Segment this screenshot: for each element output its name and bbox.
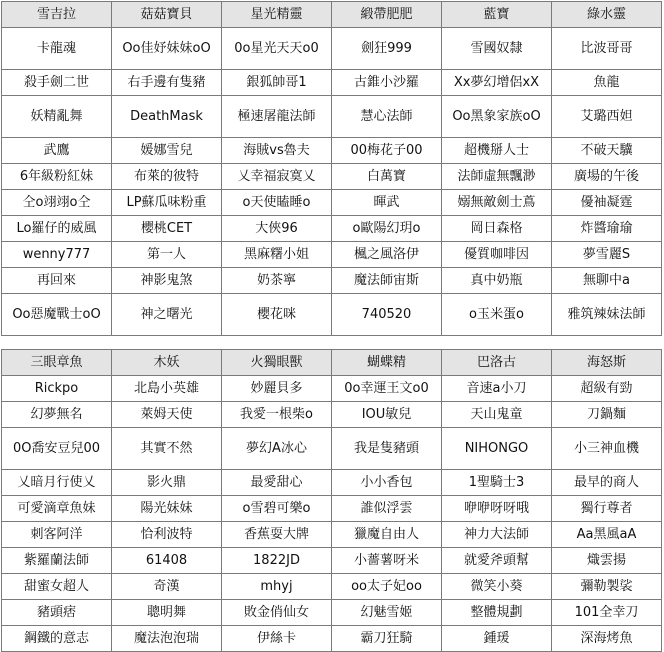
table-cell: 鋼鐵的意志 xyxy=(2,626,112,652)
table-row xyxy=(2,28,662,70)
table-cell: IOU敏兒 xyxy=(332,402,442,428)
table-cell: mhyj xyxy=(222,574,332,600)
table-cell: o雪碧可樂o xyxy=(222,496,332,522)
table-cell: 櫻花咪 xyxy=(222,294,332,336)
table-cell: o玉米蛋o xyxy=(442,294,552,336)
table-cell: DeathMask xyxy=(112,96,222,138)
table-cell: 第一人 xyxy=(112,242,222,268)
table-cell: 奶茶寧 xyxy=(222,268,332,294)
header-row xyxy=(2,2,662,28)
table-cell: Rickpo xyxy=(2,376,112,402)
table-cell: 霸刀狂騎 xyxy=(332,626,442,652)
table-cell: 武鷹 xyxy=(2,138,112,164)
table-cell: 黑麻糬小姐 xyxy=(222,242,332,268)
table-cell: 仝o翊翊o仝 xyxy=(2,190,112,216)
table-cell: 魔法師宙斯 xyxy=(332,268,442,294)
table-cell: 真中奶瓶 xyxy=(442,268,552,294)
table-cell: 可愛滴章魚妹 xyxy=(2,496,112,522)
table-cell: 廣場的午後 xyxy=(552,164,662,190)
table-cell: o歐陽幻玥o xyxy=(332,216,442,242)
table-cell: 雅筑辣妹法師 xyxy=(552,294,662,336)
column-header: 海怒斯 xyxy=(552,350,662,376)
table-cell: 北島小英雄 xyxy=(112,376,222,402)
column-header: 緞帶肥肥 xyxy=(332,2,442,28)
table-cell: 殺手劍二世 xyxy=(2,70,112,96)
table-row xyxy=(2,600,662,626)
table-cell: 1聖騎士3 xyxy=(442,470,552,496)
table-cell: 卡龍魂 xyxy=(2,28,112,70)
column-header: 綠水靈 xyxy=(552,2,662,28)
table-cell: 恰利波特 xyxy=(112,522,222,548)
table-cell: Lo羅仔的威風 xyxy=(2,216,112,242)
table-row xyxy=(2,138,662,164)
table-cell: 獵魔自由人 xyxy=(332,522,442,548)
table-row xyxy=(2,522,662,548)
table-row xyxy=(2,428,662,470)
monster-name-table-2 xyxy=(1,349,662,652)
table-cell: 我愛一根柴o xyxy=(222,402,332,428)
table-cell: 影火鼎 xyxy=(112,470,222,496)
table-cell: oo太子妃oo xyxy=(332,574,442,600)
column-header: 蝴蝶精 xyxy=(332,350,442,376)
header-row xyxy=(2,350,662,376)
table-cell: 伊絲卡 xyxy=(222,626,332,652)
table-cell: 音速a小刀 xyxy=(442,376,552,402)
table-cell: 61408 xyxy=(112,548,222,574)
table-cell: 其實不然 xyxy=(112,428,222,470)
table-cell: 熾雲揚 xyxy=(552,548,662,574)
table-cell: 最愛甜心 xyxy=(222,470,332,496)
column-header: 星光精靈 xyxy=(222,2,332,28)
table-cell: 0O喬安豆兒00 xyxy=(2,428,112,470)
table-cell: 幻魅雪姬 xyxy=(332,600,442,626)
table-cell: Aa黑風aA xyxy=(552,522,662,548)
table-cell: 神之曙光 xyxy=(112,294,222,336)
column-header: 木妖 xyxy=(112,350,222,376)
table-cell: Oo黑象家族oO xyxy=(442,96,552,138)
table-cell: 微笑小葵 xyxy=(442,574,552,600)
table-cell: Oo惡魔戰士oO xyxy=(2,294,112,336)
table-cell: 再回來 xyxy=(2,268,112,294)
table-cell: 萊姆天使 xyxy=(112,402,222,428)
table-cell: 布萊的彼特 xyxy=(112,164,222,190)
table-row xyxy=(2,402,662,428)
table-cell: 炸醬瑜瑜 xyxy=(552,216,662,242)
table-cell: 超級有勁 xyxy=(552,376,662,402)
table-body xyxy=(2,376,662,652)
table-row xyxy=(2,216,662,242)
table-body xyxy=(2,28,662,336)
table-cell: 暉武 xyxy=(332,190,442,216)
table-cell: 香蕉耍大牌 xyxy=(222,522,332,548)
table-cell: 陽光妹妹 xyxy=(112,496,222,522)
table-cell: 楓之風洛伊 xyxy=(332,242,442,268)
table-cell: 慧心法師 xyxy=(332,96,442,138)
table-cell: 大俠96 xyxy=(222,216,332,242)
table-cell: 夢雪麗S xyxy=(552,242,662,268)
table-cell: 小三神血機 xyxy=(552,428,662,470)
column-header: 火獨眼獸 xyxy=(222,350,332,376)
table-cell: NIHONGO xyxy=(442,428,552,470)
table-row xyxy=(2,496,662,522)
table-cell: o天使瞌睡o xyxy=(222,190,332,216)
table-cell: Oo佳妤妹妹oO xyxy=(112,28,222,70)
table-cell: 海賊vs魯夫 xyxy=(222,138,332,164)
table-cell: 夢幻A冰心 xyxy=(222,428,332,470)
table-cell: 就愛斧頭幫 xyxy=(442,548,552,574)
column-header: 巴洛古 xyxy=(442,350,552,376)
table-row xyxy=(2,574,662,600)
table-cell: 不破天驥 xyxy=(552,138,662,164)
table-cell: 天山鬼童 xyxy=(442,402,552,428)
table-cell: wenny777 xyxy=(2,242,112,268)
table-cell: 嫋無敵劍士蔦 xyxy=(442,190,552,216)
table-cell: Xx夢幻增侶xX xyxy=(442,70,552,96)
table-cell: 岡日森格 xyxy=(442,216,552,242)
table-cell: 整體規劃 xyxy=(442,600,552,626)
table-cell: 豬頭痞 xyxy=(2,600,112,626)
table-cell: 740520 xyxy=(332,294,442,336)
table-cell: 敗金俏仙女 xyxy=(222,600,332,626)
table-cell: 優袖凝霆 xyxy=(552,190,662,216)
table-row xyxy=(2,190,662,216)
table-cell: 右手邊有隻豬 xyxy=(112,70,222,96)
table-cell: 咿咿呀呀哦 xyxy=(442,496,552,522)
table-cell: 最早的商人 xyxy=(552,470,662,496)
table-cell: 紫羅蘭法師 xyxy=(2,548,112,574)
column-header: 藍寶 xyxy=(442,2,552,28)
table-row xyxy=(2,470,662,496)
table-cell: 彌勒製裟 xyxy=(552,574,662,600)
table-cell: 銀狐帥哥1 xyxy=(222,70,332,96)
table-cell: 小薔薯呀米 xyxy=(332,548,442,574)
table-cell: 劍狂999 xyxy=(332,28,442,70)
table-cell: 鍾瑗 xyxy=(442,626,552,652)
table-cell: 聰明舞 xyxy=(112,600,222,626)
table-cell: 無聊中a xyxy=(552,268,662,294)
table-row xyxy=(2,548,662,574)
table-cell: 優質咖啡因 xyxy=(442,242,552,268)
table-cell: 乂幸福寂寞乂 xyxy=(222,164,332,190)
table-row xyxy=(2,70,662,96)
table-cell: 古錐小沙羅 xyxy=(332,70,442,96)
table-row xyxy=(2,242,662,268)
table-cell: 深海烤魚 xyxy=(552,626,662,652)
column-header: 三眼章魚 xyxy=(2,350,112,376)
table-cell: 00梅花子00 xyxy=(332,138,442,164)
table-row xyxy=(2,294,662,336)
table-cell: 0o星光天天o0 xyxy=(222,28,332,70)
table-row xyxy=(2,268,662,294)
table-cell: 妖精亂舞 xyxy=(2,96,112,138)
table-cell: 媛娜雪兒 xyxy=(112,138,222,164)
column-header: 雪吉拉 xyxy=(2,2,112,28)
table-cell: 1822JD xyxy=(222,548,332,574)
table-cell: 雪國奴隸 xyxy=(442,28,552,70)
table-cell: 誰似浮雲 xyxy=(332,496,442,522)
table-cell: 刀鍋麵 xyxy=(552,402,662,428)
table-cell: 我是隻豬頭 xyxy=(332,428,442,470)
monster-name-table-1 xyxy=(1,1,662,336)
table-cell: 比波哥哥 xyxy=(552,28,662,70)
table-cell: 小小香包 xyxy=(332,470,442,496)
table-row xyxy=(2,376,662,402)
table-cell: 奇漢 xyxy=(112,574,222,600)
table-cell: 神力大法師 xyxy=(442,522,552,548)
table-cell: 魚龍 xyxy=(552,70,662,96)
table-cell: 幻夢無名 xyxy=(2,402,112,428)
table-cell: 櫻桃CET xyxy=(112,216,222,242)
table-cell: 甜蜜女超人 xyxy=(2,574,112,600)
table-cell: 艾璐西妲 xyxy=(552,96,662,138)
table-row xyxy=(2,164,662,190)
table-cell: 乂暗月行使乂 xyxy=(2,470,112,496)
table-cell: 法師虛無飄渺 xyxy=(442,164,552,190)
table-cell: 魔法泡泡瑞 xyxy=(112,626,222,652)
table-cell: 獨行尊者 xyxy=(552,496,662,522)
table-cell: 超機掰人士 xyxy=(442,138,552,164)
table-cell: 101全幸刀 xyxy=(552,600,662,626)
table-row xyxy=(2,96,662,138)
table-cell: 6年級粉紅妹 xyxy=(2,164,112,190)
table-cell: 妙麗貝多 xyxy=(222,376,332,402)
table-cell: 0o幸運王文o0 xyxy=(332,376,442,402)
table-cell: 神影鬼煞 xyxy=(112,268,222,294)
table-cell: 白萬寶 xyxy=(332,164,442,190)
column-header: 菇菇寶貝 xyxy=(112,2,222,28)
table-cell: LP蘇瓜味粉重 xyxy=(112,190,222,216)
table-cell: 極速屠龍法師 xyxy=(222,96,332,138)
table-cell: 刺客阿洋 xyxy=(2,522,112,548)
